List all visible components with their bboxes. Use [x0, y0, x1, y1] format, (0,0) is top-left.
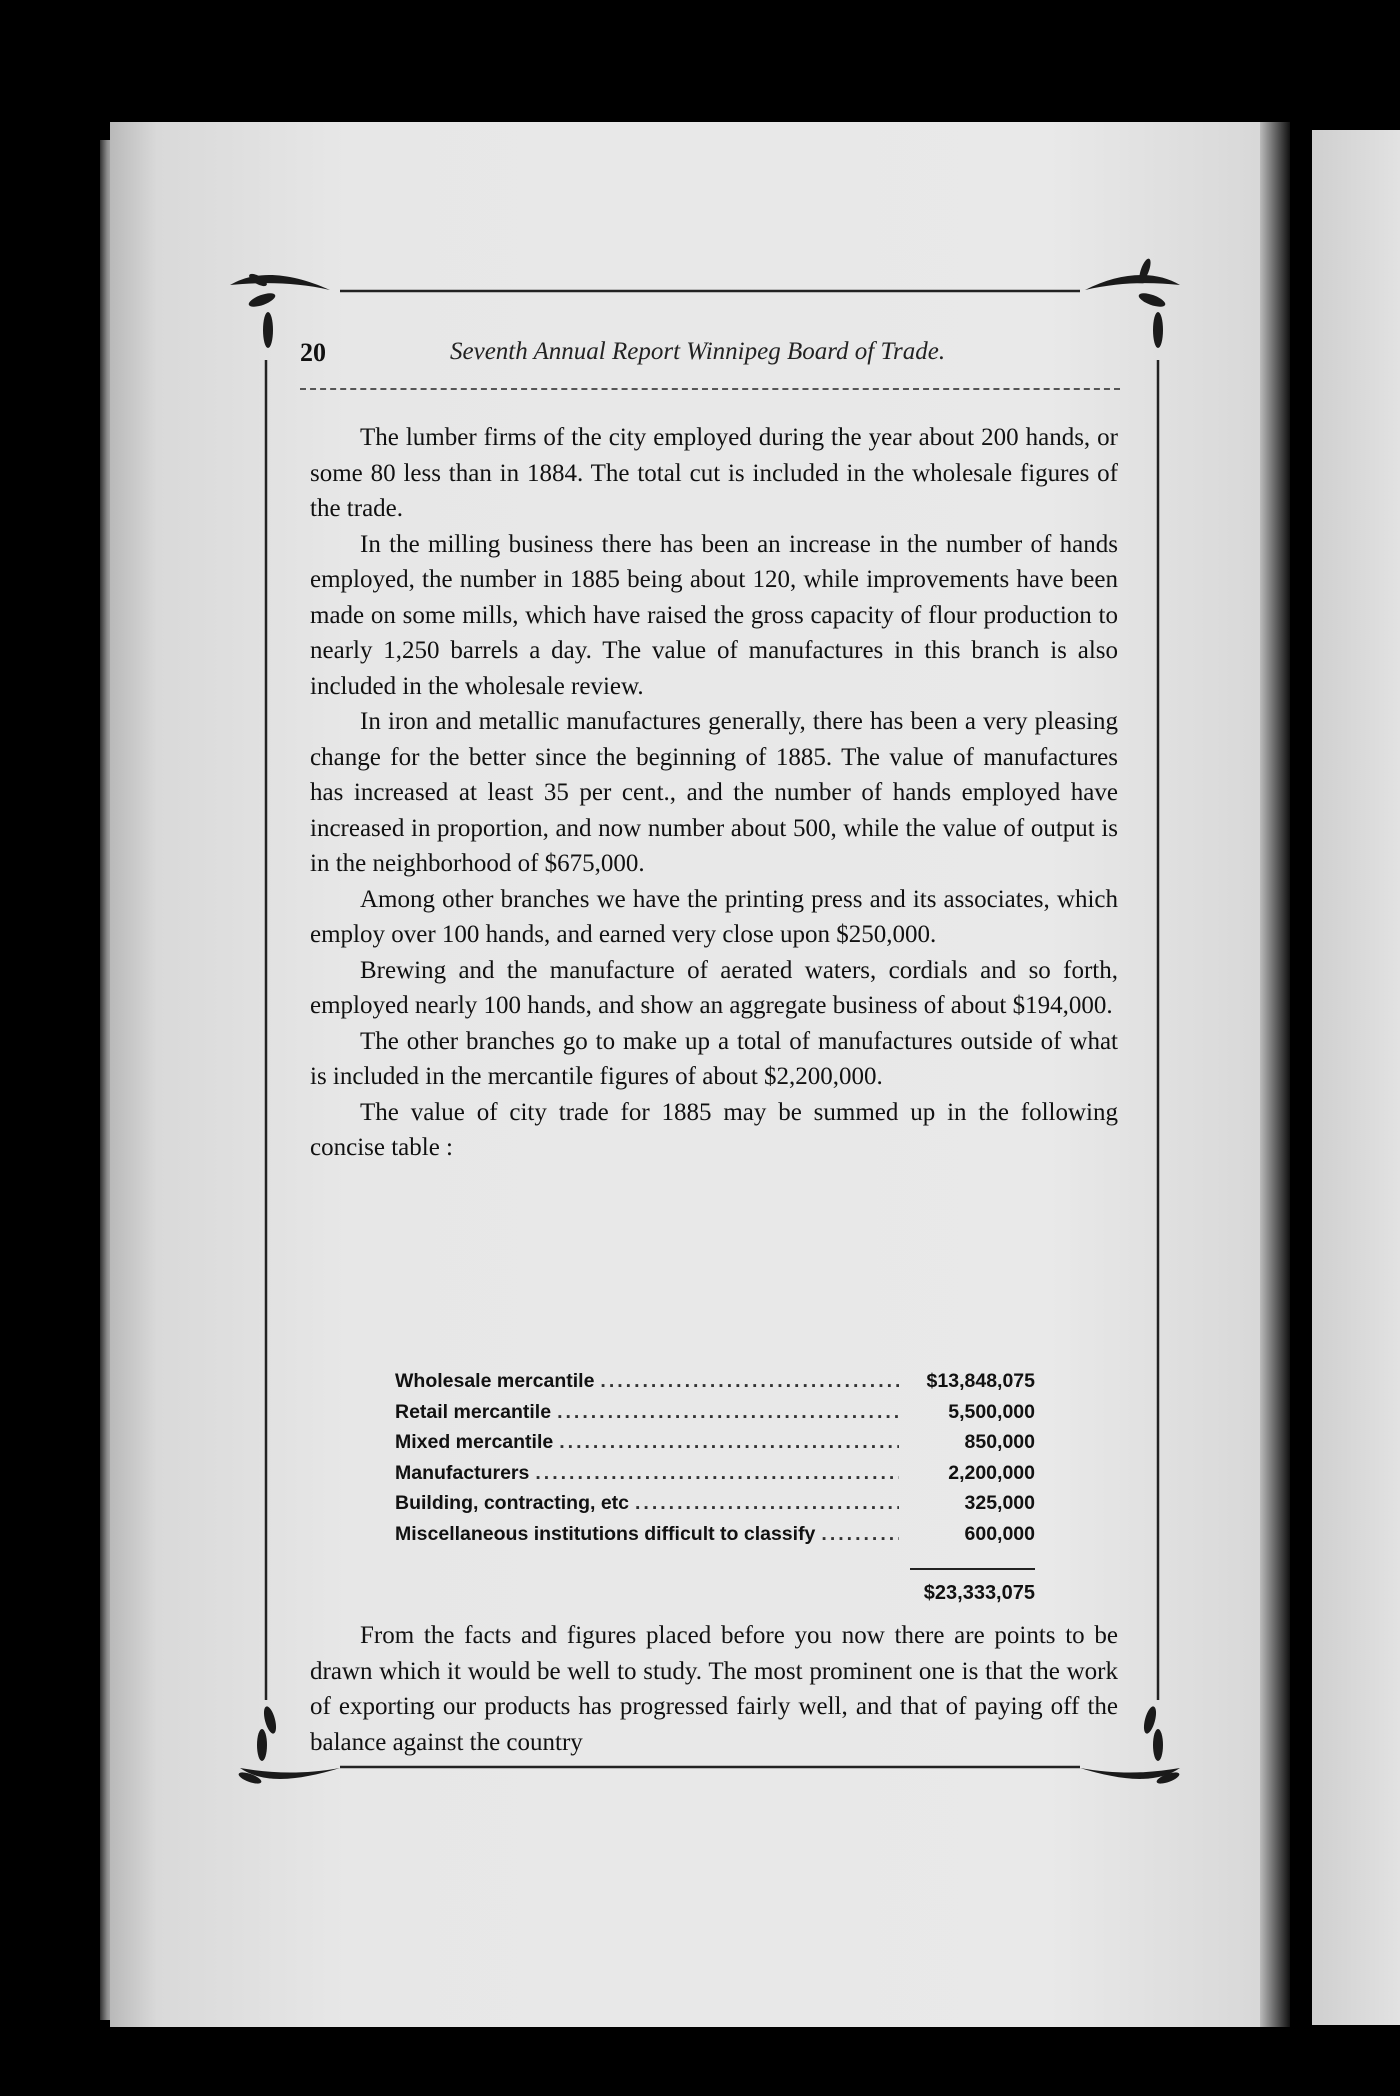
dot-leader — [600, 1370, 899, 1393]
body-text — [310, 420, 1118, 1166]
paragraph: The value of city trade for 1885 may be summed up in the following concise table : — [310, 1098, 1118, 1161]
dot-leader — [635, 1492, 899, 1515]
paragraph: Among other branches we have the printing press and its associates, which employ over 100 hands, and earned very close upon $250,000. — [310, 885, 1118, 948]
total-rule — [910, 1568, 1035, 1570]
table-row — [395, 1370, 1035, 1401]
dot-leader — [557, 1401, 899, 1424]
table-row — [395, 1401, 1035, 1432]
row-label: Mixed mercantile — [395, 1431, 554, 1453]
table-row — [395, 1492, 1035, 1523]
table-row — [395, 1462, 1035, 1493]
row-label: Manufacturers — [395, 1461, 530, 1484]
row-amount: $13,848,075 — [926, 1370, 1035, 1392]
table-row — [395, 1431, 1035, 1462]
row-amount: 600,000 — [964, 1522, 1035, 1545]
header-rule — [300, 388, 1120, 390]
paragraph: The other branches go to make up a total of manufactures outside of what is included in the mercantile figures of about $2,200,000. — [310, 1027, 1118, 1090]
paragraph: From the facts and figures placed before you now there are points to be drawn which it would be well to study. The most prominent one is that the work of exporting our products has progressed fairly well, and that of paying off the balance against the country — [310, 1622, 1118, 1756]
paragraph: In iron and metallic manufactures generally, there has been a very pleasing change for the better since the beginning of 1885. The value of manufactures has increased at least 35 per cent., and the number of hands employed have increased in proportion, and now number about 500, while the value of output is in the neighborhood of $675,000. — [310, 708, 1118, 877]
row-amount: 325,000 — [964, 1492, 1035, 1514]
row-amount: 850,000 — [964, 1431, 1035, 1453]
row-amount: 5,500,000 — [948, 1400, 1035, 1423]
dot-leader — [821, 1523, 899, 1546]
row-label: Building, contracting, etc — [395, 1492, 630, 1514]
closing-text — [310, 1618, 1118, 1760]
page-number: 20 — [300, 338, 326, 367]
row-label: Retail mercantile — [395, 1400, 552, 1423]
paragraph: In the milling business there has been an increase in the number of hands employed, the number in 1885 being about 120, while improvements have been made on some mills, which have raised the gross capacity of flour production to nearly 1,250 barrels a day. The value of manufactures in this branch is also included in the wholesale review. — [310, 530, 1118, 700]
page-header — [300, 338, 1120, 378]
dot-leader — [535, 1462, 899, 1485]
trade-summary-table — [395, 1370, 1035, 1553]
row-label: Miscellaneous institutions difficult to classify — [395, 1522, 816, 1545]
paragraph: The lumber firms of the city employed during the year about 200 hands, or some 80 less than in 1884. The total cut is included in the wholesale figures of the trade. — [310, 424, 1118, 522]
row-label: Wholesale mercantile — [395, 1370, 595, 1392]
running-head: Seventh Annual Report Winnipeg Board of Trade. — [450, 338, 946, 365]
table-total: $23,333,075 — [923, 1582, 1035, 1604]
row-amount: 2,200,000 — [948, 1461, 1035, 1484]
table-row — [395, 1523, 1035, 1554]
dot-leader — [559, 1431, 899, 1454]
paragraph: Brewing and the manufacture of aerated waters, cordials and so forth, employed nearly 100 hands, and show an aggregate business of about $194,000. — [310, 956, 1118, 1019]
